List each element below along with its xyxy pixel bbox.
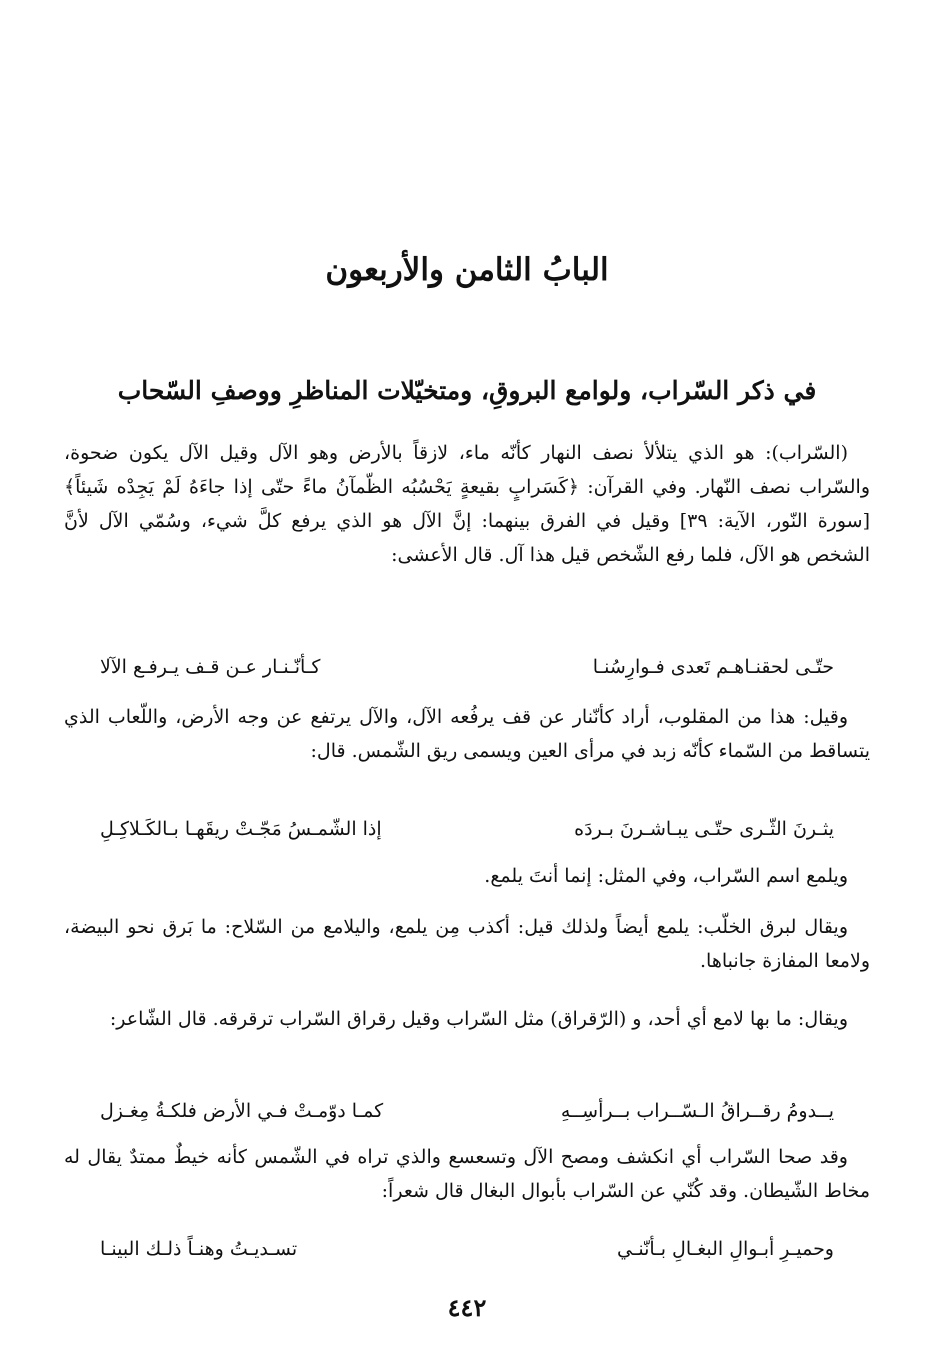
verse-sun-saliva xyxy=(100,812,834,846)
paragraph-mukhat-shaytan: وقد صحا السّراب أي انكشف ومصح الآل وتسعسع والذي تراه في الشّمس كأنه خيطٌ ممتدٌ يقال له مخاط الشّيطان. وقد كُنّي عن السّراب بأبوال البغال قال شعراً: xyxy=(64,1146,870,1202)
verse-second-hemistich: كـأنّـنـار عـن قـف يـرفـع الآلا xyxy=(100,656,321,678)
section-title: في ذكر السّراب، ولوامع البروقِ، ومتخيّلات المناظرِ ووصفِ السّحاب xyxy=(117,376,817,405)
verse-second-hemistich: إذا الشّمـسُ مَجّـتْ ريقَهـا بـالكَـلاكِـلِ xyxy=(100,818,382,840)
paragraph-sarab-definition: (السّراب): هو الذي يتلألأ نصف النهار كأنّه ماء، لازقاً بالأرض وهو الآل وقيل الآل يكون ضحوة، والسّراب نصف النّهار. وفي القرآن: ﴿كَسَرابٍ بقيعةٍ يَحْسُبُه الظّمآنُ ماءً حتّى إذا جاءَهُ لَمْ يَجِدْه شَيئاً﴾ [سورة النّور، الآية: ٣٩] وقيل في الفرق بينهما: إنَّ الآل هو الذي يرفع كلَّ شيء، وسُمّي الآل لأنَّ الشخص هو الآل، فلما رفع الشّخص قيل هذا آل. قال الأعشى: xyxy=(64,442,871,566)
verse-first-hemistich: وحميـرِ أبـوالِ البغـالِ بـأنّنـي xyxy=(616,1238,834,1260)
verse-abwal-bighal xyxy=(100,1232,834,1266)
verse-al-asha xyxy=(100,650,834,684)
page-number: ٤٤٢ xyxy=(447,1293,487,1322)
verse-second-hemistich: كمـا دوّمـتْ فـي الأرض فلكـةُ مِغـزل xyxy=(100,1100,384,1122)
paragraph-khullab: ويقال لبرق الخلّب: يلمع أيضاً ولذلك قيل: أكذب مِن يلمع، واليلامع من السّلاح: ما بَرق نحو البيضة، ولامعا المفازة جانباها. xyxy=(64,916,870,972)
paragraph-yalma: ويلمع اسم السّراب، وفي المثل: إنما أنتَ يلمع. xyxy=(484,865,848,887)
paragraph-maqlub: وقيل: هذا من المقلوب، أراد كأنّنار عن قف يرفُعه الآل، والآل يرتفع عن وجه الأرض، واللّعاب الذي يتساقط من السّماء كأنّه زبد في مرأى العين ويسمى ريق الشّمس. قال: xyxy=(64,706,870,762)
chapter-title: البابُ الثامن والأربعون xyxy=(325,252,609,288)
verse-first-hemistich: حتّـى لحقنـاهـم تَعدى فـوارِسُنـا xyxy=(592,656,834,678)
verse-first-hemistich: يثـرنَ الثّـرى حتّـى يبـاشـرنَ بـردَه xyxy=(574,818,834,840)
verse-raqraq xyxy=(100,1094,834,1128)
verse-first-hemistich: يــدومُ رقــراقُ الـسّــراب بــرأسِــهِ xyxy=(560,1100,834,1122)
verse-second-hemistich: تسـديـتُ وهنـاً ذلـك البينـا xyxy=(100,1238,298,1260)
paragraph-raqraq: ويقال: ما بها لامع أي أحد، و (الرّقراق) مثل السّراب وقيل رقراق السّراب ترقرقه. قال الشّاعر: xyxy=(109,1008,848,1030)
